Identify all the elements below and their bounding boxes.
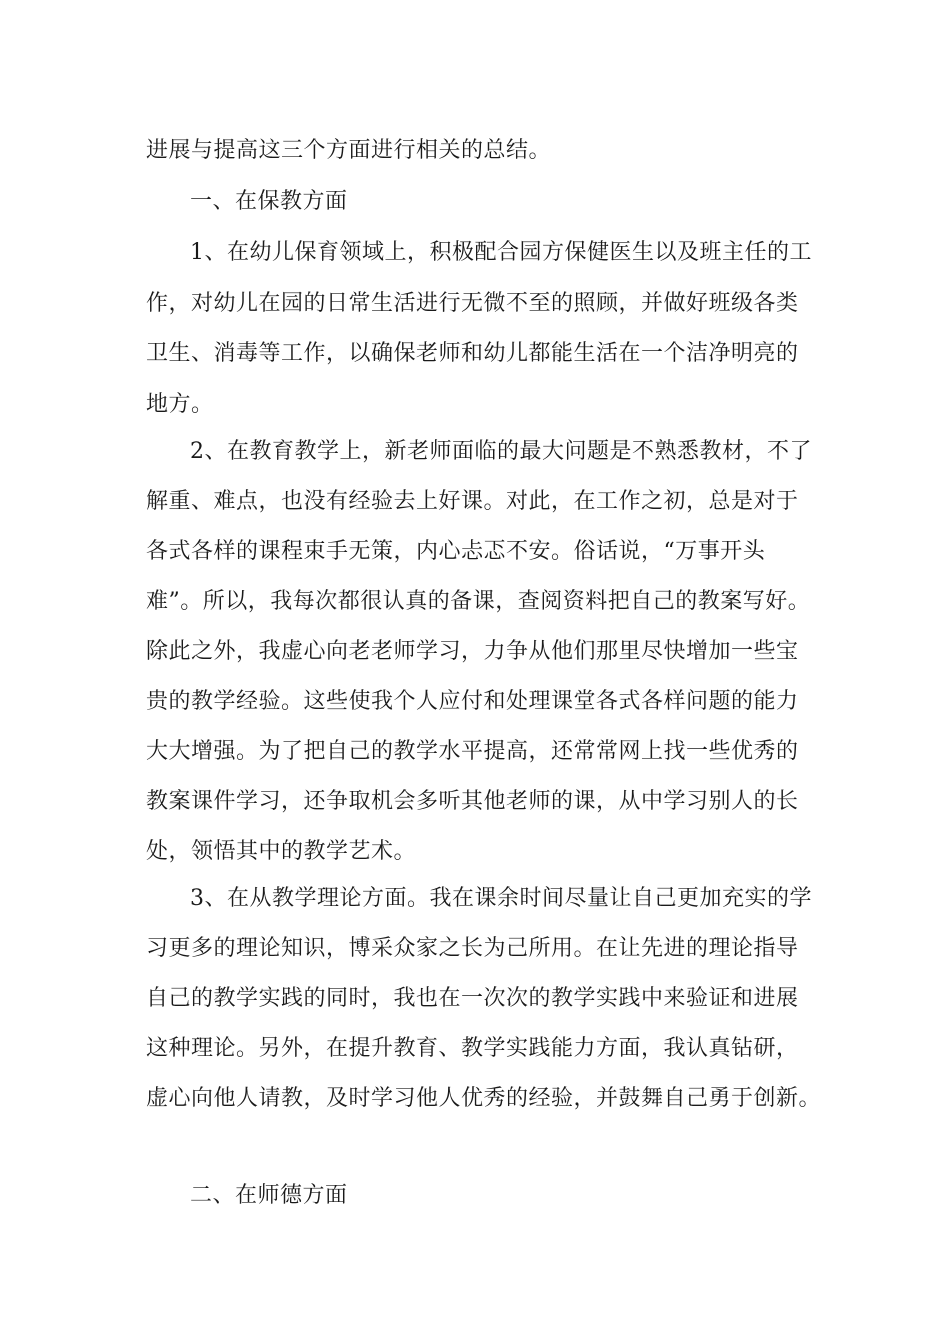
text-line: 大大增强。为了把自己的教学水平提高，还常常网上找一些优秀的 (146, 739, 799, 764)
text-line: 自己的教学实践的同时，我也在一次次的教学实践中来验证和进展 (146, 986, 799, 1011)
text-line: 2、在教育教学上，新老师面临的最大问题是不熟悉教材，不了 (190, 439, 812, 464)
text-line: 卫生、消毒等工作，以确保老师和幼儿都能生活在一个洁净明亮的 (146, 341, 799, 366)
text-line: 教案课件学习，还争取机会多听其他老师的课，从中学习别人的长 (146, 789, 799, 814)
text-line: 处，领悟其中的教学艺术。 (146, 839, 417, 864)
text-line: 解重、难点，也没有经验去上好课。对此，在工作之初，总是对于 (146, 489, 799, 514)
text-line: 各式各样的课程束手无策，内心忐忑不安。俗话说，“万事开头 (146, 539, 766, 564)
text-line: 贵的教学经验。这些使我个人应付和处理课堂各式各样问题的能力 (146, 689, 799, 714)
text-line: 这种理论。另外，在提升教育、教学实践能力方面，我认真钻研， (146, 1036, 799, 1061)
text-line: 虚心向他人请教，及时学习他人优秀的经验，并鼓舞自己勇于创新。 (146, 1086, 822, 1111)
section-heading: 一、在保教方面 (190, 189, 348, 214)
text-line: 难”。所以，我每次都很认真的备课，查阅资料把自己的教案写好。 (146, 589, 811, 614)
section-heading: 二、在师德方面 (190, 1183, 348, 1208)
text-line: 作，对幼儿在园的日常生活进行无微不至的照顾，并做好班级各类 (146, 291, 799, 316)
text-line: 1、在幼儿保育领域上，积极配合园方保健医生以及班主任的工 (190, 240, 812, 265)
text-line: 除此之外，我虚心向老老师学习，力争从他们那里尽快增加一些宝 (146, 639, 799, 664)
text-line: 习更多的理论知识，博采众家之长为己所用。在让先进的理论指导 (146, 936, 799, 961)
text-line: 地方。 (146, 392, 214, 417)
text-line: 3、在从教学理论方面。我在课余时间尽量让自己更加充实的学 (190, 886, 812, 911)
text-line: 进展与提高这三个方面进行相关的总结。 (146, 138, 552, 163)
